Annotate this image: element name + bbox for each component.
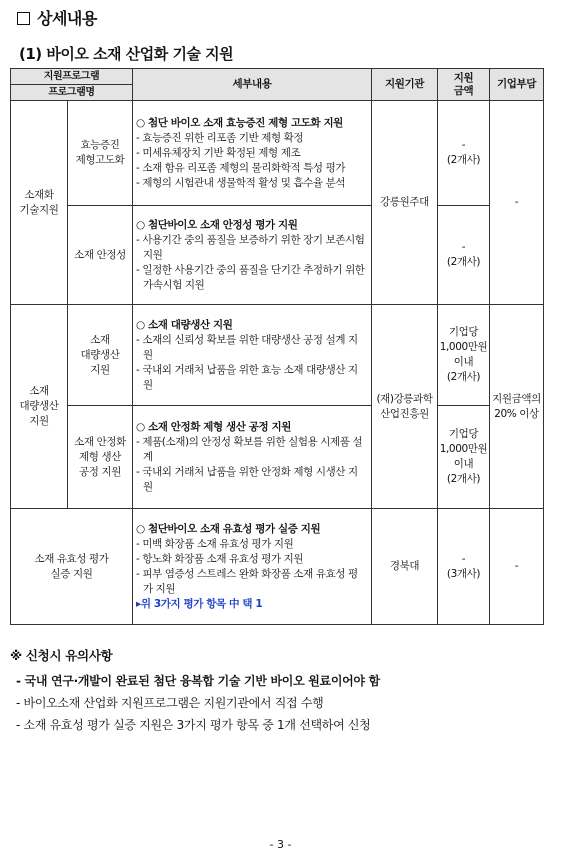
detail-title: ○ 소재 안정화 제형 생산 공정 지원	[136, 420, 291, 433]
detail-cell	[133, 305, 372, 406]
detail-item: - 제품(소재)의 안정성 확보를 위한 실험용 시제품 설계	[136, 435, 363, 463]
program-name-cell: 소재 유효성 평가 실증 지원	[11, 509, 133, 625]
detail-item: - 국내외 거래처 납품을 위한 안정화 제형 시생산 지원	[136, 465, 358, 493]
detail-item: - 소재 함유 리포좀 제형의 물리화학적 특성 평가	[136, 161, 346, 174]
amount-cell: 기업당 1,000만원 이내 (2개사)	[438, 406, 490, 509]
amount-cell: - (2개사)	[438, 206, 490, 305]
burden-cell: 지원금액의 20% 이상	[490, 305, 544, 509]
amount-cell: 기업당 1,000만원 이내 (2개사)	[438, 305, 490, 406]
group-cell-materialization: 소재화 기술지원	[11, 101, 68, 305]
detail-item: - 소재의 신뢰성 확보를 위한 대량생산 공정 설계 지원	[136, 333, 358, 361]
burden-cell: -	[490, 509, 544, 625]
subsection-title: (1) 바이오 소재 산업화 기술 지원	[19, 45, 234, 63]
notice-title: ※ 신청시 유의사항	[10, 648, 113, 663]
program-name-cell: 효능증진 제형고도화	[68, 101, 133, 206]
detail-cell	[133, 101, 372, 206]
detail-item: - 항노화 화장품 소재 유효성 평가 지원	[136, 552, 304, 565]
notice-item: - 바이오소재 산업화 지원프로그램은 지원기관에서 직접 수행	[16, 696, 324, 710]
detail-item: - 피부 염증성 스트레스 완화 화장품 소재 유효성 평가 지원	[136, 567, 358, 595]
page-number: - 3 -	[269, 838, 292, 851]
amount-cell: - (2개사)	[438, 101, 490, 206]
support-program-table	[10, 68, 544, 625]
detail-note: ▸위 3가지 평가 항목 中 택 1	[136, 597, 263, 610]
program-name-cell: 소재 안정성	[68, 206, 133, 305]
detail-item: - 미세유체장치 기반 확정된 제형 제조	[136, 146, 301, 159]
burden-cell: -	[490, 101, 544, 305]
header-burden: 기업부담	[490, 69, 544, 101]
header-detail: 세부내용	[133, 69, 372, 101]
notice-item: - 소재 유효성 평가 실증 지원은 3가지 평가 항목 중 1개 선택하여 신청	[16, 718, 371, 732]
amount-cell: - (3개사)	[438, 509, 490, 625]
detail-item: - 국내외 거래처 납품을 위한 효능 소재 대량생산 지원	[136, 363, 358, 391]
detail-item: - 미백 화장품 소재 유효성 평가 지원	[136, 537, 294, 550]
detail-title: ○ 첨단 바이오 소재 효능증진 제형 고도화 지원	[136, 116, 343, 129]
group-cell-mass-production: 소재 대량생산 지원	[11, 305, 68, 509]
detail-cell	[133, 406, 372, 509]
section-heading	[17, 6, 97, 29]
detail-item: - 일정한 사용기간 중의 품질을 단기간 추정하기 위한 가속시험 지원	[136, 263, 365, 291]
header-program-name: 프로그램명	[11, 85, 133, 101]
detail-title: ○ 소재 대량생산 지원	[136, 318, 233, 331]
detail-item: - 제형의 시험관내 생물학적 활성 및 흡수율 분석	[136, 176, 346, 189]
detail-title: ○ 첨단바이오 소재 유효성 평가 실증 지원	[136, 522, 321, 535]
checkbox-square-icon	[17, 12, 30, 25]
section-title: 상세내용	[37, 9, 97, 28]
agency-cell: 강릉원주대	[372, 101, 438, 305]
agency-cell: 경북대	[372, 509, 438, 625]
header-amount: 지원 금액	[438, 69, 490, 101]
detail-title: ○ 첨단바이오 소재 안정성 평가 지원	[136, 218, 298, 231]
program-name-cell: 소재 대량생산 지원	[68, 305, 133, 406]
detail-item: - 사용기간 중의 품질을 보증하기 위한 장기 보존시험 지원	[136, 233, 365, 261]
detail-cell	[133, 206, 372, 305]
detail-cell	[133, 509, 372, 625]
detail-item: - 효능증진 위한 리포좀 기반 제형 확정	[136, 131, 304, 144]
notice-item: - 국내 연구·개발이 완료된 첨단 융복합 기술 기반 바이오 원료이어야 함	[16, 674, 380, 688]
header-agency: 지원기관	[372, 69, 438, 101]
program-name-cell: 소재 안정화 제형 생산 공정 지원	[68, 406, 133, 509]
header-program-group: 지원프로그램	[11, 69, 133, 85]
agency-cell: (재)강릉과학 산업진흥원	[372, 305, 438, 509]
